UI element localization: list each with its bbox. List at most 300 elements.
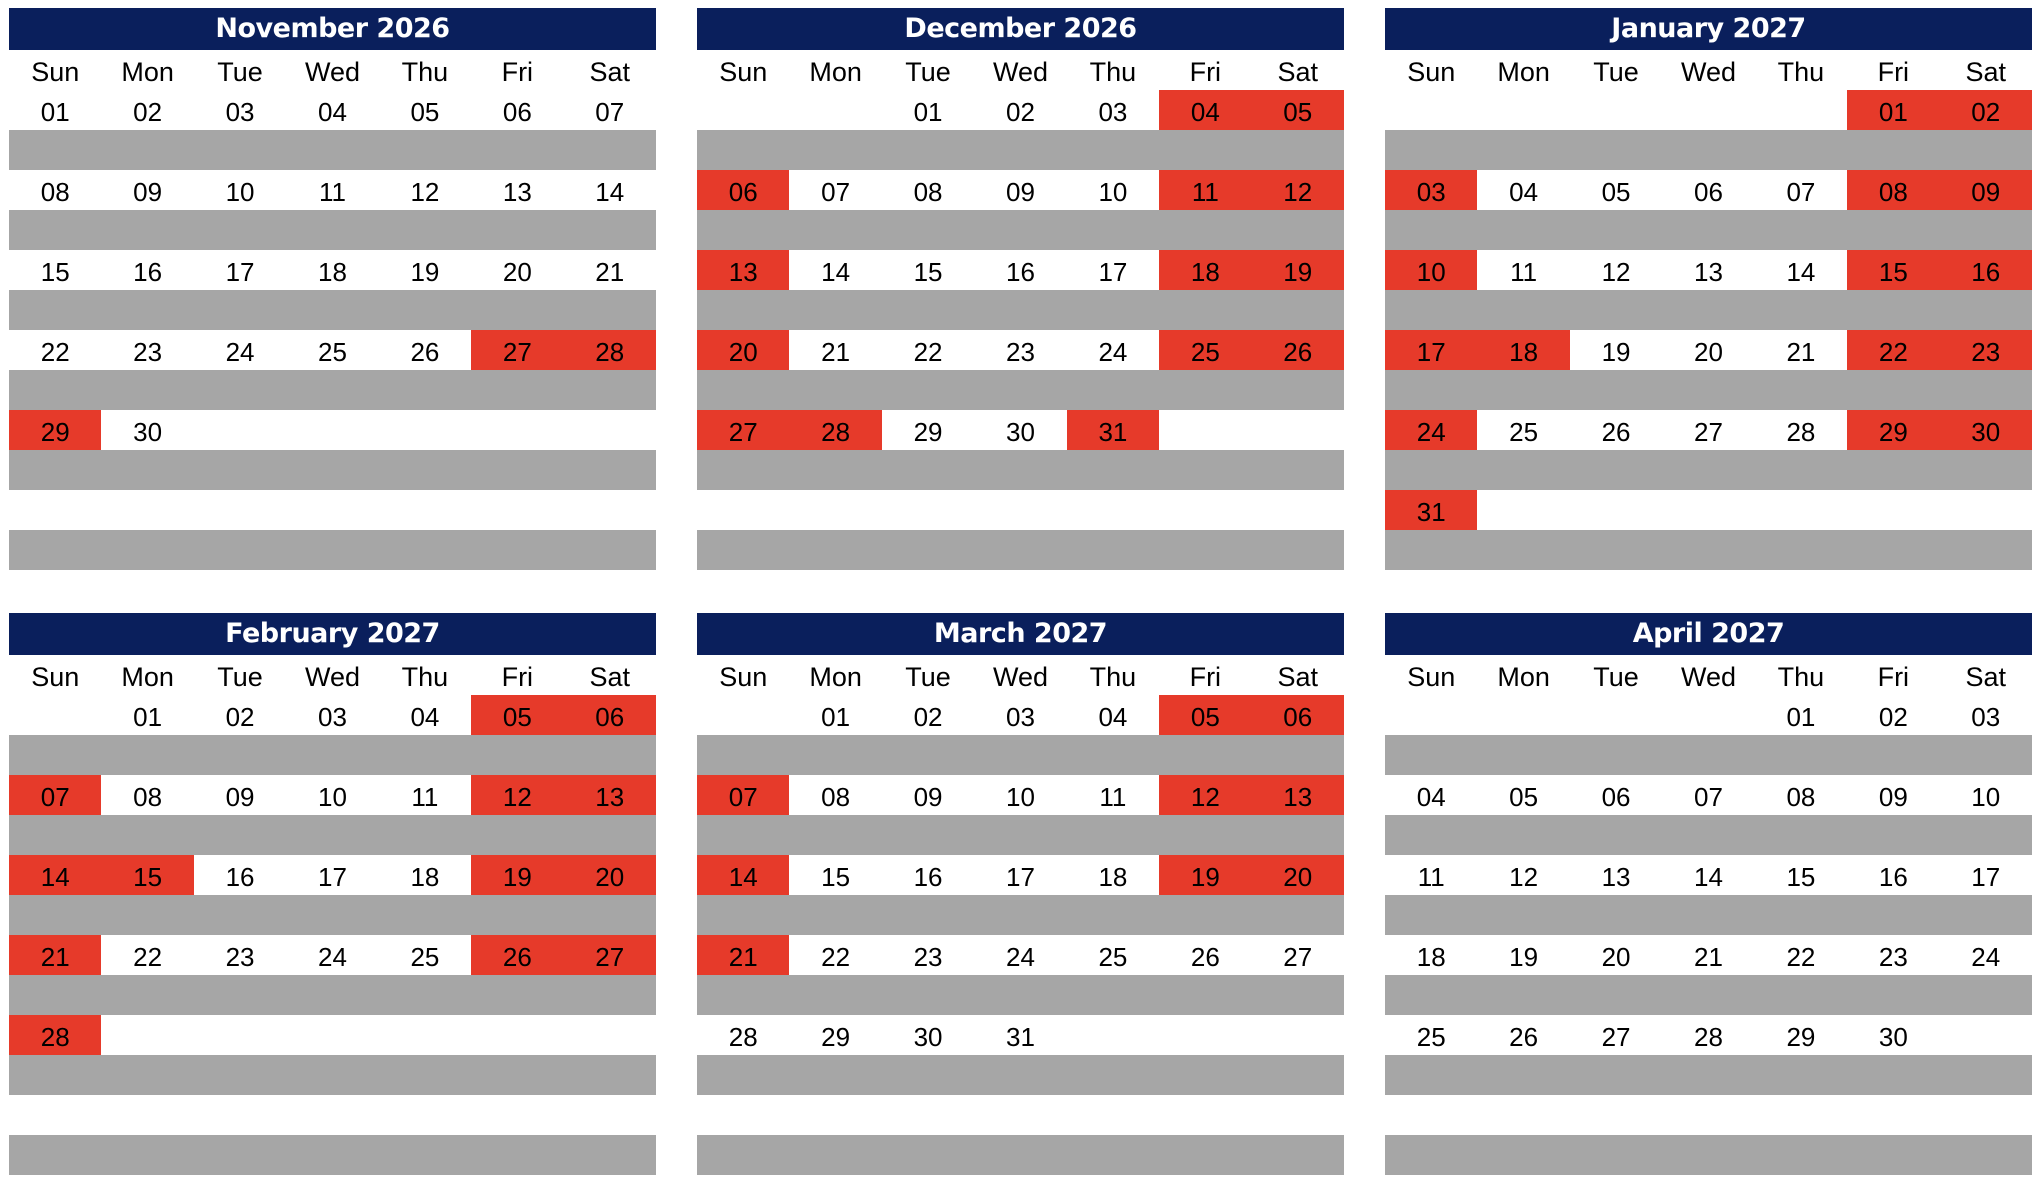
day-cell-highlighted[interactable]: 12 <box>1252 170 1344 210</box>
day-cell <box>1067 1015 1159 1055</box>
day-cell[interactable]: 24 <box>1971 942 2001 972</box>
day-row <box>1385 935 2032 975</box>
day-cell[interactable]: 19 <box>410 257 440 287</box>
day-cell[interactable]: 24 <box>318 942 347 972</box>
day-cell[interactable]: 30 <box>913 1022 943 1052</box>
day-cell[interactable]: 09 <box>913 782 943 812</box>
weekday-label: Sun <box>31 662 80 692</box>
day-cell <box>1477 490 1569 530</box>
day-cell <box>286 1015 378 1055</box>
week-row <box>9 90 656 170</box>
weekday-label: Fri <box>1189 662 1222 692</box>
day-cell-highlighted[interactable]: 04 <box>1159 90 1251 130</box>
day-row <box>697 775 1344 815</box>
week-row <box>9 1015 656 1095</box>
week-row <box>1385 410 2032 490</box>
day-cell[interactable]: 06 <box>1694 177 1723 207</box>
day-cell[interactable]: 05 <box>1509 782 1539 812</box>
day-cell-highlighted[interactable]: 19 <box>1252 250 1344 290</box>
day-cell[interactable]: 12 <box>1509 862 1539 892</box>
day-cell-highlighted[interactable]: 22 <box>1847 330 1939 370</box>
day-cell <box>882 490 974 530</box>
weekday-label: Wed <box>992 662 1048 692</box>
day-cell <box>697 695 789 735</box>
day-cell-highlighted[interactable]: 08 <box>1847 170 1939 210</box>
day-cell[interactable]: 25 <box>1098 942 1128 972</box>
day-cell[interactable]: 15 <box>913 257 943 287</box>
weekday-label: Tue <box>905 662 951 692</box>
day-row <box>1385 1015 2032 1055</box>
day-cell[interactable]: 11 <box>1417 862 1445 892</box>
week-row <box>9 855 656 935</box>
day-cell[interactable]: 11 <box>318 177 346 207</box>
day-cell-highlighted[interactable]: 31 <box>1385 490 1477 530</box>
day-cell[interactable]: 08 <box>40 177 70 207</box>
day-cell[interactable]: 12 <box>1601 257 1631 287</box>
day-cell-highlighted[interactable]: 11 <box>1159 170 1251 210</box>
day-cell[interactable]: 27 <box>1283 942 1313 972</box>
day-row <box>9 250 656 290</box>
day-cell-highlighted[interactable]: 12 <box>1159 775 1251 815</box>
day-cell-highlighted[interactable]: 05 <box>1159 695 1251 735</box>
weekday-label: Thu <box>1777 57 1825 87</box>
week-row <box>1385 170 2032 250</box>
day-cell[interactable]: 22 <box>1786 942 1816 972</box>
weekday-label: Tue <box>905 57 951 87</box>
day-cell <box>1252 410 1344 450</box>
day-cell <box>194 490 286 530</box>
day-row <box>9 90 656 130</box>
day-row <box>1385 170 2032 210</box>
month-panel <box>1385 8 2032 570</box>
day-cell-highlighted[interactable]: 14 <box>9 855 101 895</box>
week-row <box>697 855 1344 935</box>
day-cell[interactable]: 19 <box>1509 942 1539 972</box>
day-cell-highlighted[interactable]: 18 <box>1159 250 1251 290</box>
day-cell-highlighted[interactable]: 06 <box>1252 695 1344 735</box>
day-cell[interactable]: 18 <box>1416 942 1446 972</box>
day-cell[interactable]: 08 <box>821 782 851 812</box>
day-cell[interactable]: 02 <box>133 97 163 127</box>
day-cell-highlighted[interactable]: 27 <box>564 935 656 975</box>
day-cell <box>564 490 656 530</box>
day-cell <box>1662 1095 1754 1135</box>
day-cell <box>379 1095 471 1135</box>
day-cell[interactable]: 05 <box>1601 177 1631 207</box>
day-cell-highlighted[interactable]: 06 <box>697 170 789 210</box>
day-cell <box>1940 1095 2032 1135</box>
day-cell[interactable]: 04 <box>410 702 440 732</box>
day-cell[interactable]: 30 <box>1878 1022 1908 1052</box>
week-separator-row <box>1385 1135 2032 1175</box>
day-cell-highlighted[interactable]: 07 <box>9 775 101 815</box>
day-cell[interactable]: 08 <box>133 782 163 812</box>
day-cell[interactable]: 08 <box>1786 782 1816 812</box>
day-cell-highlighted[interactable]: 18 <box>1477 330 1569 370</box>
day-cell[interactable]: 28 <box>1786 417 1816 447</box>
day-cell <box>564 1095 656 1135</box>
week-row <box>697 330 1344 410</box>
day-cell <box>564 410 656 450</box>
day-cell[interactable]: 11 <box>1510 257 1538 287</box>
weekday-label: Tue <box>217 662 263 692</box>
day-cell <box>471 1015 563 1055</box>
day-cell[interactable]: 03 <box>225 97 255 127</box>
week-separator-row <box>1385 290 2032 330</box>
day-cell[interactable]: 04 <box>1509 177 1539 207</box>
week-row <box>9 490 656 570</box>
day-cell[interactable]: 04 <box>1098 702 1128 732</box>
day-cell[interactable]: 01 <box>821 702 851 732</box>
day-cell[interactable]: 03 <box>1006 702 1035 732</box>
week-row <box>1385 1015 2032 1095</box>
day-cell <box>1385 1095 1477 1135</box>
week-separator-row <box>1385 815 2032 855</box>
day-cell[interactable]: 20 <box>1694 337 1723 367</box>
day-cell-highlighted[interactable]: 03 <box>1385 170 1477 210</box>
week-row <box>9 1095 656 1175</box>
day-cell[interactable]: 13 <box>502 177 532 207</box>
week-separator-row <box>1385 1055 2032 1095</box>
day-cell[interactable]: 09 <box>1006 177 1035 207</box>
day-cell[interactable]: 18 <box>410 862 440 892</box>
day-cell[interactable]: 02 <box>1006 97 1035 127</box>
day-cell <box>1477 695 1569 735</box>
day-cell[interactable]: 25 <box>1416 1022 1446 1052</box>
week-row <box>697 250 1344 330</box>
day-cell-highlighted[interactable]: 19 <box>471 855 563 895</box>
day-cell[interactable]: 28 <box>728 1022 758 1052</box>
day-cell <box>1940 1015 2032 1055</box>
day-cell-highlighted[interactable]: 05 <box>1252 90 1344 130</box>
day-row <box>697 935 1344 975</box>
day-cell-highlighted[interactable]: 30 <box>1940 410 2032 450</box>
day-cell[interactable]: 15 <box>40 257 70 287</box>
month-title: April 2027 <box>1385 613 2032 655</box>
day-cell-highlighted[interactable]: 07 <box>697 775 789 815</box>
day-cell[interactable]: 07 <box>1694 782 1723 812</box>
day-cell[interactable]: 11 <box>411 782 439 812</box>
day-cell-highlighted[interactable]: 12 <box>471 775 563 815</box>
day-cell-highlighted[interactable]: 28 <box>789 410 881 450</box>
week-separator-row <box>1385 735 2032 775</box>
day-cell <box>1385 90 1477 130</box>
day-cell[interactable]: 04 <box>318 97 347 127</box>
day-cell[interactable]: 14 <box>1694 862 1723 892</box>
day-cell[interactable]: 25 <box>318 337 347 367</box>
day-row <box>9 410 656 450</box>
day-cell <box>1570 490 1662 530</box>
week-separator-row <box>9 290 656 330</box>
day-cell-highlighted[interactable]: 16 <box>1940 250 2032 290</box>
day-cell-highlighted[interactable]: 17 <box>1385 330 1477 370</box>
day-cell[interactable]: 23 <box>1006 337 1035 367</box>
day-cell[interactable]: 14 <box>1786 257 1816 287</box>
week-separator-row <box>697 130 1344 170</box>
weekday-header-row <box>9 655 656 695</box>
day-row <box>697 1015 1344 1055</box>
day-cell[interactable]: 05 <box>410 97 440 127</box>
day-cell[interactable]: 23 <box>913 942 943 972</box>
weekday-label: Sat <box>1965 57 2006 87</box>
day-cell-highlighted[interactable]: 28 <box>9 1015 101 1055</box>
day-cell[interactable]: 09 <box>225 782 255 812</box>
day-cell[interactable]: 29 <box>1786 1022 1816 1052</box>
month-panel <box>697 613 1344 1175</box>
day-cell[interactable]: 17 <box>1006 862 1035 892</box>
day-cell <box>1159 1095 1251 1135</box>
week-separator-row <box>1385 130 2032 170</box>
day-cell[interactable]: 19 <box>1601 337 1631 367</box>
day-cell[interactable]: 10 <box>1006 782 1035 812</box>
day-row <box>1385 1095 2032 1135</box>
day-cell[interactable]: 16 <box>1878 862 1908 892</box>
day-row <box>9 1015 656 1055</box>
day-cell[interactable]: 07 <box>1786 177 1816 207</box>
day-cell-highlighted[interactable]: 10 <box>1385 250 1477 290</box>
day-cell[interactable]: 16 <box>913 862 943 892</box>
day-cell <box>1252 1095 1344 1135</box>
day-cell[interactable]: 24 <box>1006 942 1035 972</box>
day-cell[interactable]: 16 <box>133 257 163 287</box>
day-cell-highlighted[interactable]: 13 <box>1252 775 1344 815</box>
day-cell <box>564 1015 656 1055</box>
week-row <box>697 170 1344 250</box>
day-cell[interactable]: 25 <box>1509 417 1539 447</box>
day-row <box>1385 490 2032 530</box>
week-row <box>697 1095 1344 1175</box>
day-row <box>9 775 656 815</box>
day-cell <box>9 1095 101 1135</box>
day-cell[interactable]: 10 <box>225 177 255 207</box>
day-cell[interactable]: 23 <box>225 942 255 972</box>
day-cell[interactable]: 01 <box>1786 702 1816 732</box>
day-cell[interactable]: 02 <box>913 702 943 732</box>
weekday-label: Thu <box>401 57 449 87</box>
day-cell[interactable]: 21 <box>1786 337 1816 367</box>
day-cell[interactable]: 23 <box>1878 942 1908 972</box>
day-cell-highlighted[interactable]: 21 <box>9 935 101 975</box>
day-cell[interactable]: 30 <box>1006 417 1035 447</box>
month-panel <box>9 613 656 1175</box>
day-cell-highlighted[interactable]: 02 <box>1940 90 2032 130</box>
day-cell[interactable]: 17 <box>1098 257 1128 287</box>
day-cell[interactable]: 31 <box>1006 1022 1035 1052</box>
day-cell[interactable]: 13 <box>1601 862 1631 892</box>
day-cell-highlighted[interactable]: 26 <box>471 935 563 975</box>
day-cell[interactable]: 24 <box>225 337 255 367</box>
day-cell <box>1477 90 1569 130</box>
day-cell-highlighted[interactable]: 21 <box>697 935 789 975</box>
day-cell-highlighted[interactable]: 31 <box>1067 410 1159 450</box>
day-cell[interactable]: 23 <box>133 337 163 367</box>
day-cell <box>194 410 286 450</box>
day-cell[interactable]: 09 <box>133 177 163 207</box>
day-cell-highlighted[interactable]: 29 <box>1847 410 1939 450</box>
month-title: March 2027 <box>697 613 1344 655</box>
day-row <box>1385 855 2032 895</box>
day-cell-highlighted[interactable]: 15 <box>1847 250 1939 290</box>
day-cell-highlighted[interactable]: 01 <box>1847 90 1939 130</box>
day-cell[interactable]: 03 <box>1971 702 2001 732</box>
day-row <box>1385 90 2032 130</box>
day-cell[interactable]: 29 <box>913 417 943 447</box>
day-cell[interactable]: 21 <box>595 257 625 287</box>
weekday-header-row <box>697 50 1344 90</box>
day-cell-highlighted[interactable]: 09 <box>1940 170 2032 210</box>
day-cell[interactable]: 17 <box>1971 862 2001 892</box>
day-cell[interactable]: 06 <box>502 97 532 127</box>
weekday-label: Thu <box>1089 662 1137 692</box>
day-cell-highlighted[interactable]: 14 <box>697 855 789 895</box>
day-cell-highlighted[interactable]: 24 <box>1385 410 1477 450</box>
day-cell[interactable]: 06 <box>1601 782 1631 812</box>
day-row <box>9 170 656 210</box>
day-cell-highlighted[interactable]: 15 <box>101 855 193 895</box>
week-row <box>1385 695 2032 775</box>
day-cell-highlighted[interactable]: 25 <box>1159 330 1251 370</box>
day-cell[interactable]: 22 <box>913 337 943 367</box>
day-cell[interactable]: 17 <box>318 862 347 892</box>
month-panel <box>1385 613 2032 1175</box>
week-row <box>697 1015 1344 1095</box>
day-cell[interactable]: 27 <box>1694 417 1723 447</box>
day-cell[interactable]: 25 <box>410 942 440 972</box>
day-cell <box>1755 1095 1847 1135</box>
day-cell[interactable]: 09 <box>1878 782 1908 812</box>
day-cell <box>1159 490 1251 530</box>
day-cell[interactable]: 20 <box>502 257 532 287</box>
day-row <box>697 250 1344 290</box>
day-cell-highlighted[interactable]: 20 <box>697 330 789 370</box>
week-row <box>697 90 1344 170</box>
day-cell[interactable]: 13 <box>1694 257 1723 287</box>
day-cell[interactable]: 29 <box>821 1022 851 1052</box>
month-title: November 2026 <box>9 8 656 50</box>
day-cell[interactable]: 14 <box>821 257 851 287</box>
week-separator-row <box>697 1055 1344 1095</box>
day-cell[interactable]: 26 <box>410 337 440 367</box>
day-cell[interactable]: 03 <box>318 702 347 732</box>
day-cell[interactable]: 24 <box>1098 337 1128 367</box>
day-cell-highlighted[interactable]: 28 <box>564 330 656 370</box>
day-cell-highlighted[interactable]: 05 <box>471 695 563 735</box>
day-cell <box>1847 1095 1939 1135</box>
day-cell <box>286 490 378 530</box>
day-cell-highlighted[interactable]: 26 <box>1252 330 1344 370</box>
day-cell <box>1755 490 1847 530</box>
day-cell[interactable]: 30 <box>133 417 163 447</box>
day-cell <box>1662 695 1754 735</box>
day-cell[interactable]: 03 <box>1098 97 1128 127</box>
day-cell-highlighted[interactable]: 20 <box>564 855 656 895</box>
day-cell[interactable]: 21 <box>821 337 851 367</box>
day-cell <box>1570 90 1662 130</box>
day-cell[interactable]: 18 <box>1098 862 1128 892</box>
day-cell[interactable]: 21 <box>1694 942 1723 972</box>
day-cell[interactable]: 27 <box>1601 1022 1631 1052</box>
day-cell[interactable]: 22 <box>40 337 70 367</box>
day-cell <box>974 490 1066 530</box>
day-cell[interactable]: 04 <box>1416 782 1446 812</box>
day-cell[interactable]: 26 <box>1601 417 1631 447</box>
day-cell[interactable]: 07 <box>821 177 851 207</box>
day-cell[interactable]: 02 <box>225 702 255 732</box>
weekday-label: Fri <box>1877 662 1910 692</box>
day-cell-highlighted[interactable]: 13 <box>564 775 656 815</box>
day-cell[interactable]: 18 <box>318 257 347 287</box>
day-cell[interactable]: 20 <box>1601 942 1631 972</box>
day-cell[interactable]: 10 <box>1971 782 2001 812</box>
day-row <box>1385 330 2032 370</box>
day-row <box>1385 775 2032 815</box>
week-separator-row <box>697 735 1344 775</box>
week-separator-row <box>697 975 1344 1015</box>
day-cell[interactable]: 28 <box>1694 1022 1723 1052</box>
day-cell[interactable]: 22 <box>821 942 851 972</box>
day-cell[interactable]: 01 <box>40 97 70 127</box>
weekday-label: Wed <box>992 57 1048 87</box>
day-cell[interactable]: 26 <box>1509 1022 1539 1052</box>
day-cell[interactable]: 15 <box>1786 862 1816 892</box>
day-cell[interactable]: 16 <box>225 862 255 892</box>
day-cell[interactable]: 17 <box>225 257 255 287</box>
day-cell-highlighted[interactable]: 06 <box>564 695 656 735</box>
day-cell[interactable]: 10 <box>318 782 347 812</box>
day-cell[interactable]: 12 <box>410 177 440 207</box>
day-cell-highlighted[interactable]: 27 <box>471 330 563 370</box>
weekday-label: Sun <box>1407 662 1456 692</box>
day-cell[interactable]: 01 <box>133 702 163 732</box>
day-row <box>697 1095 1344 1135</box>
day-row <box>697 490 1344 530</box>
day-cell-highlighted[interactable]: 19 <box>1159 855 1251 895</box>
weekday-label: Sun <box>31 57 80 87</box>
day-row <box>1385 410 2032 450</box>
day-cell-highlighted[interactable]: 20 <box>1252 855 1344 895</box>
day-cell-highlighted[interactable]: 27 <box>697 410 789 450</box>
day-cell <box>194 1095 286 1135</box>
weekday-label: Sun <box>1407 57 1456 87</box>
day-cell-highlighted[interactable]: 29 <box>9 410 101 450</box>
day-cell[interactable]: 14 <box>595 177 625 207</box>
day-cell <box>1940 490 2032 530</box>
day-cell-highlighted[interactable]: 23 <box>1940 330 2032 370</box>
day-cell <box>1570 695 1662 735</box>
day-cell-highlighted[interactable]: 13 <box>697 250 789 290</box>
day-cell[interactable]: 07 <box>595 97 625 127</box>
week-separator-row <box>697 1135 1344 1175</box>
day-cell <box>974 1095 1066 1135</box>
day-cell[interactable]: 10 <box>1098 177 1128 207</box>
week-row <box>9 935 656 1015</box>
day-cell[interactable]: 15 <box>821 862 851 892</box>
day-cell[interactable]: 11 <box>1099 782 1127 812</box>
day-cell[interactable]: 26 <box>1190 942 1220 972</box>
day-cell[interactable]: 16 <box>1006 257 1035 287</box>
weekday-label: Mon <box>1497 57 1550 87</box>
day-cell <box>9 490 101 530</box>
day-cell[interactable]: 22 <box>133 942 163 972</box>
weekday-label: Tue <box>1593 662 1639 692</box>
day-cell[interactable]: 01 <box>913 97 943 127</box>
day-cell <box>882 1095 974 1135</box>
weekday-label: Thu <box>401 662 449 692</box>
day-cell[interactable]: 02 <box>1878 702 1908 732</box>
day-cell <box>1477 1095 1569 1135</box>
week-row <box>697 935 1344 1015</box>
day-cell[interactable]: 08 <box>913 177 943 207</box>
